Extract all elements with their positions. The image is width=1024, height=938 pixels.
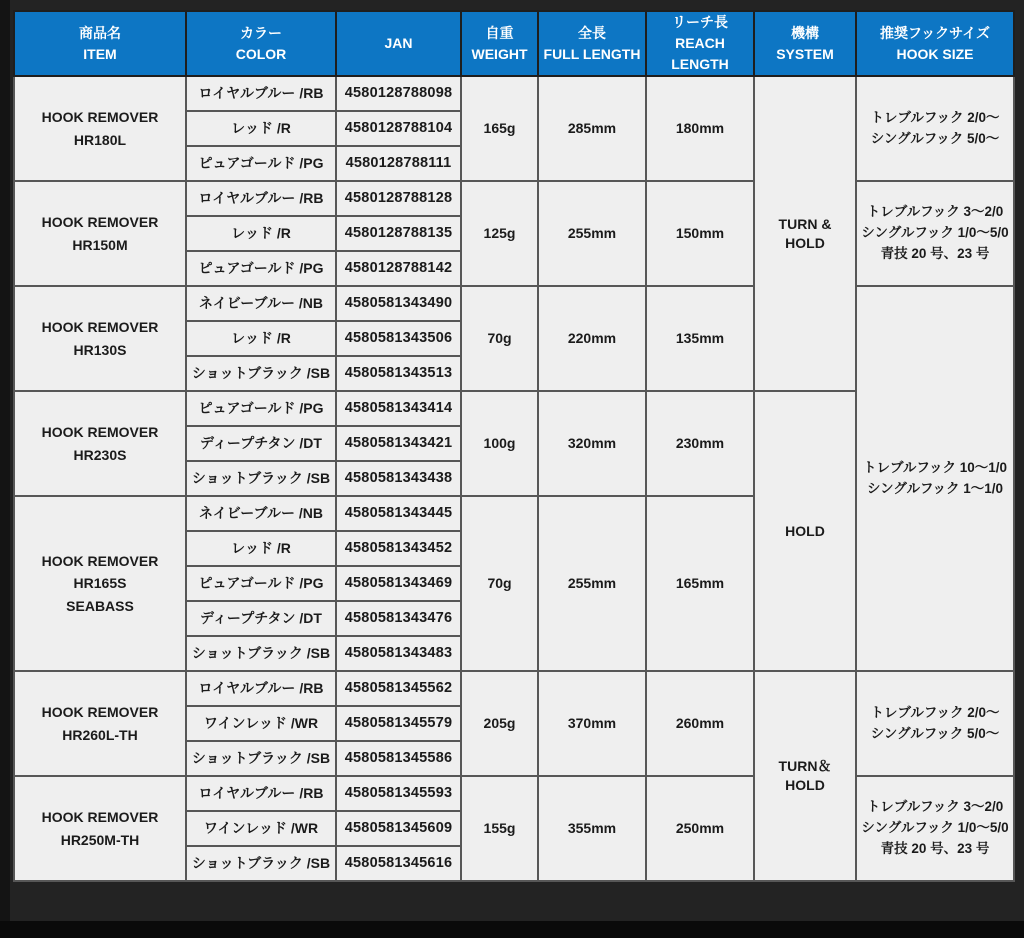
color-cell: レッド /R (186, 111, 336, 146)
hook-size-line: トレブルフック 2/0〜 (870, 704, 1000, 720)
jan-cell: 4580581345616 (336, 846, 461, 881)
jan-cell: 4580581343438 (336, 461, 461, 496)
color-cell: ショットブラック /SB (186, 356, 336, 391)
color-cell: ロイヤルブルー /RB (186, 776, 336, 811)
hook-size-line: トレブルフック 10〜1/0 (862, 459, 1008, 475)
reach-length-cell: 260mm (646, 671, 754, 776)
jan-cell: 4580581343513 (336, 356, 461, 391)
hook-size-cell (856, 776, 1014, 881)
jan-cell: 4580581345593 (336, 776, 461, 811)
header-color-jp: カラー (240, 24, 282, 41)
color-cell: ピュアゴールド /PG (186, 566, 336, 601)
table-row (14, 181, 1014, 216)
item-cell-hr260l-th (14, 671, 186, 776)
hook-size-line: トレブルフック 3〜2/0 (866, 799, 1004, 815)
header-color (186, 11, 336, 76)
full-length-cell: 255mm (538, 181, 646, 286)
weight-cell: 155g (461, 776, 538, 881)
hook-size-line: シングルフック 1〜1/0 (866, 480, 1004, 496)
header-full-length-en: FULL LENGTH (543, 45, 641, 62)
item-name: HOOK REMOVER HR230S (41, 424, 159, 463)
item-cell-hr150m (14, 181, 186, 286)
jan-cell: 4580128788104 (336, 111, 461, 146)
hook-size-line: シングルフック 1/0〜5/0 (861, 225, 1009, 241)
header-item (14, 11, 186, 76)
header-hook-size (856, 11, 1014, 76)
jan-cell: 4580581343476 (336, 601, 461, 636)
header-reach-length-jp: リーチ長 (672, 14, 728, 30)
header-system-jp: 機構 (791, 24, 819, 41)
header-system (754, 11, 856, 76)
color-cell: レッド /R (186, 531, 336, 566)
color-cell: レッド /R (186, 321, 336, 356)
jan-cell: 4580581343414 (336, 391, 461, 426)
jan-cell: 4580581345562 (336, 671, 461, 706)
system-cell-turn-and-hold-2: TURN＆HOLD (754, 671, 856, 881)
jan-cell: 4580581345586 (336, 741, 461, 776)
item-name: HOOK REMOVER HR165S (41, 552, 159, 592)
full-length-cell: 320mm (538, 391, 646, 496)
jan-cell: 4580581345609 (336, 811, 461, 846)
header-weight-en: WEIGHT (471, 45, 528, 62)
color-cell: ディープチタン /DT (186, 426, 336, 461)
color-cell: ショットブラック /SB (186, 461, 336, 496)
weight-cell: 70g (461, 286, 538, 391)
reach-length-cell: 135mm (646, 286, 754, 391)
color-cell: ピュアゴールド /PG (186, 146, 336, 181)
hook-remover-spec-table (13, 10, 1015, 882)
color-cell: レッド /R (186, 216, 336, 251)
color-cell: ショットブラック /SB (186, 741, 336, 776)
jan-cell: 4580128788135 (336, 216, 461, 251)
jan-cell: 4580581343469 (336, 566, 461, 601)
jan-cell: 4580128788098 (336, 76, 461, 111)
jan-cell: 4580128788142 (336, 251, 461, 286)
color-cell: ピュアゴールド /PG (186, 251, 336, 286)
item-name: HOOK REMOVER HR130S (41, 319, 159, 358)
header-weight (461, 11, 538, 76)
jan-cell: 4580581343452 (336, 531, 461, 566)
table-row (14, 776, 1014, 811)
hook-size-cell (856, 181, 1014, 286)
color-cell: ネイビーブルー /NB (186, 496, 336, 531)
jan-cell: 4580581343483 (336, 636, 461, 671)
item-name: HOOK REMOVER (41, 704, 159, 721)
header-item-jp: 商品名 (79, 24, 121, 41)
reach-length-cell: 230mm (646, 391, 754, 496)
color-cell: ロイヤルブルー /RB (186, 671, 336, 706)
jan-cell: 4580128788128 (336, 181, 461, 216)
item-name: HOOK REMOVER HR150M (41, 214, 159, 253)
table-row (14, 76, 1014, 111)
reach-length-cell: 250mm (646, 776, 754, 881)
color-cell: ワインレッド /WR (186, 811, 336, 846)
color-cell: ディープチタン /DT (186, 601, 336, 636)
item-name: HOOK REMOVER (41, 809, 159, 826)
weight-cell: 70g (461, 496, 538, 671)
hook-size-line: トレブルフック 3〜2/0 (866, 204, 1004, 220)
header-reach-length (646, 11, 754, 76)
hook-size-cell (856, 76, 1014, 181)
item-cell-hr180l (14, 76, 186, 181)
reach-length-cell: 180mm (646, 76, 754, 181)
color-cell: ロイヤルブルー /RB (186, 181, 336, 216)
header-color-en: COLOR (235, 45, 287, 62)
item-name: HR260L-TH (62, 726, 138, 743)
item-cell-hr165s-seabass (14, 496, 186, 671)
header-jan: JAN (336, 11, 461, 76)
color-cell: ワインレッド /WR (186, 706, 336, 741)
header-weight-jp: 自重 (485, 24, 514, 41)
weight-cell: 165g (461, 76, 538, 181)
header-item-en: ITEM (83, 45, 117, 62)
item-cell-hr230s (14, 391, 186, 496)
hook-size-cell-merged (856, 286, 1014, 671)
full-length-cell: 355mm (538, 776, 646, 881)
weight-cell: 100g (461, 391, 538, 496)
weight-cell: 205g (461, 671, 538, 776)
jan-cell: 4580581343490 (336, 286, 461, 321)
hook-size-line: 青技 20 号、23 号 (880, 245, 990, 261)
table-row (14, 286, 1014, 321)
item-name: SEABASS (66, 597, 134, 614)
header-reach-length-en: REACH LENGTH (671, 35, 729, 72)
color-cell: ロイヤルブルー /RB (186, 76, 336, 111)
item-name: HOOK REMOVER HR180L (41, 109, 159, 148)
system-cell-hold: HOLD (754, 391, 856, 671)
header-row (14, 11, 1014, 76)
hook-size-line: シングルフック 1/0〜5/0 (861, 820, 1009, 836)
hook-size-line: 青技 20 号、23 号 (880, 840, 990, 856)
jan-cell: 4580128788111 (336, 146, 461, 181)
hook-size-line: シングルフック 5/0〜 (870, 725, 1000, 741)
color-cell: ショットブラック /SB (186, 846, 336, 881)
header-system-en: SYSTEM (776, 45, 834, 62)
color-cell: ショットブラック /SB (186, 636, 336, 671)
table-row (14, 671, 1014, 706)
left-dark-edge (0, 0, 10, 938)
header-hook-size-jp: 推奨フックサイズ (880, 24, 990, 41)
item-cell-hr130s (14, 286, 186, 391)
item-name: HR250M-TH (60, 831, 140, 848)
full-length-cell: 220mm (538, 286, 646, 391)
jan-cell: 4580581343506 (336, 321, 461, 356)
weight-cell: 125g (461, 181, 538, 286)
jan-cell: 4580581345579 (336, 706, 461, 741)
bottom-dark-edge (0, 921, 1024, 938)
full-length-cell: 370mm (538, 671, 646, 776)
full-length-cell: 285mm (538, 76, 646, 181)
reach-length-cell: 150mm (646, 181, 754, 286)
hook-size-line: トレブルフック 2/0〜 (870, 109, 1000, 125)
hook-size-line: シングルフック 5/0〜 (870, 130, 1000, 146)
system-cell-turn-and-hold: TURN & HOLD (754, 76, 856, 391)
color-cell: ピュアゴールド /PG (186, 391, 336, 426)
full-length-cell: 255mm (538, 496, 646, 671)
header-full-length-jp: 全長 (578, 24, 606, 41)
hook-size-cell (856, 671, 1014, 776)
color-cell: ネイビーブルー /NB (186, 286, 336, 321)
jan-cell: 4580581343421 (336, 426, 461, 461)
reach-length-cell: 165mm (646, 496, 754, 671)
jan-cell: 4580581343445 (336, 496, 461, 531)
header-full-length (538, 11, 646, 76)
item-cell-hr250m-th (14, 776, 186, 881)
header-hook-size-en: HOOK SIZE (896, 45, 974, 62)
